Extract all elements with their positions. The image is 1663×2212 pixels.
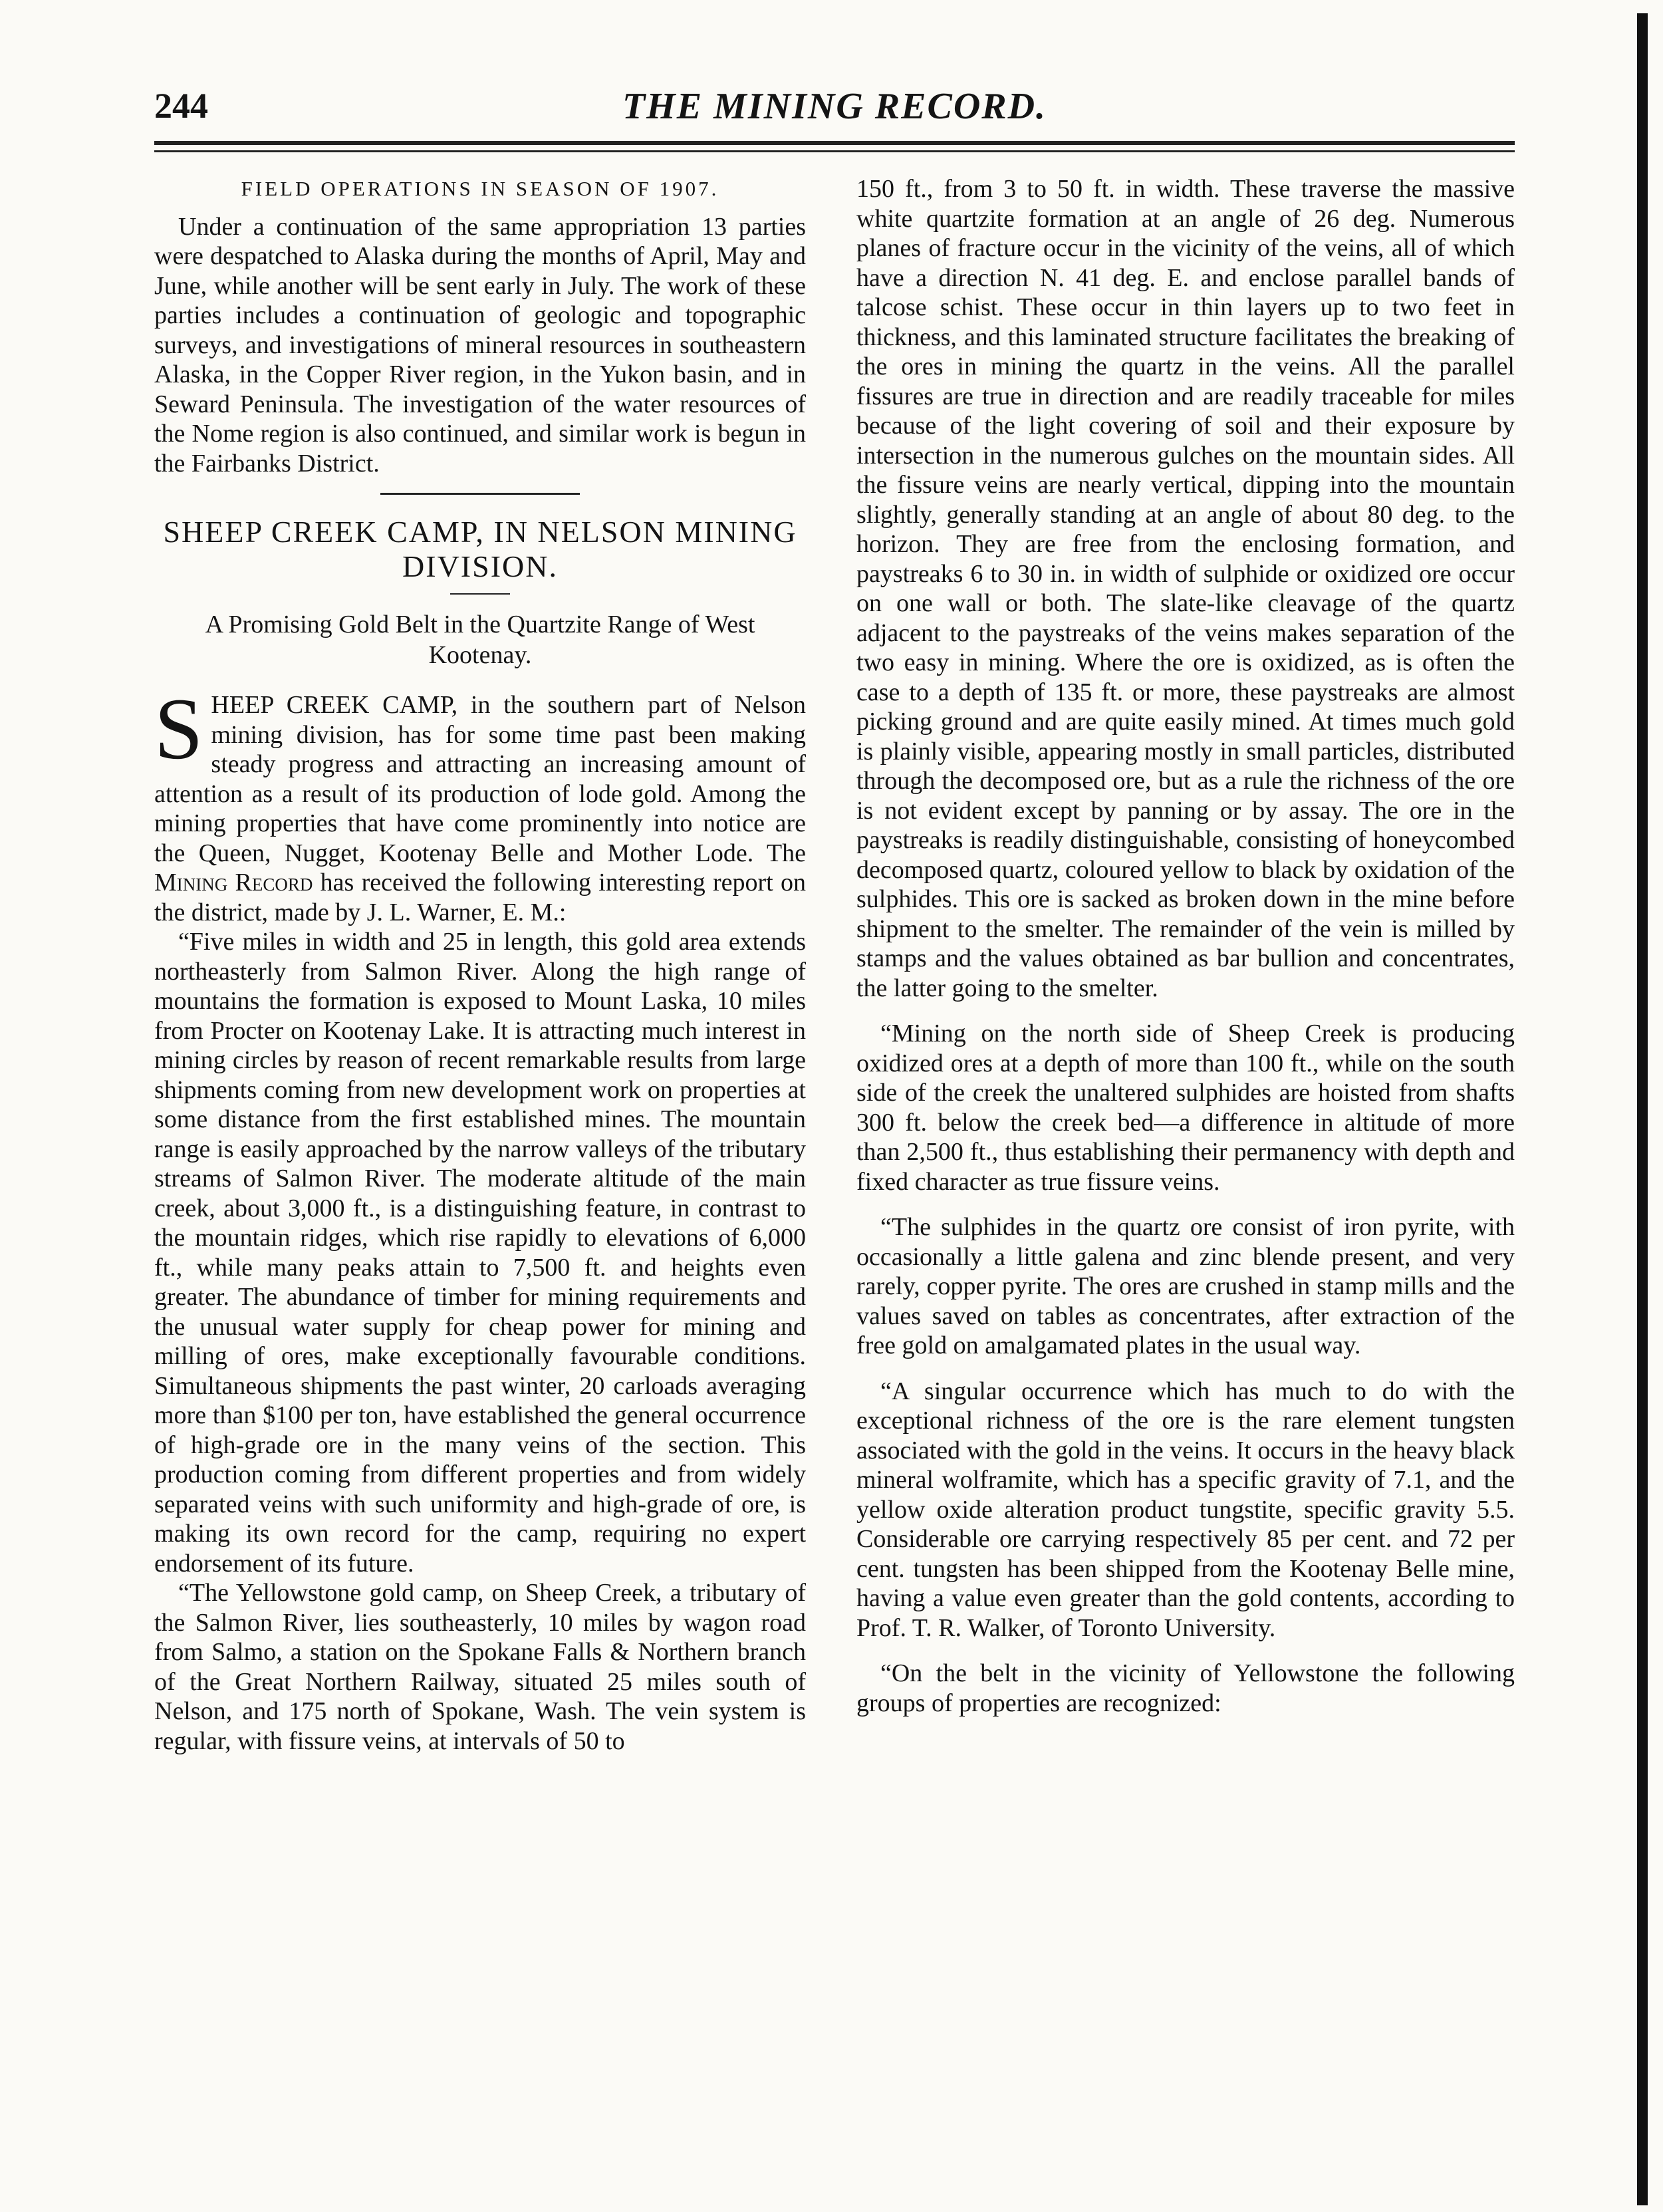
paragraph-five-miles: “Five miles in width and 25 in length, this gold area extends northeasterly from Salmon River. Along the high range of mountains the formation is exposed to Mount Laska, 10 miles from Procter on Kootenay Lake. It is attracting much interest in mining circles by reason of recent remarkable results from large shipments coming from new development work on properties at some distance from the first established mines. The mountain range is easily approached by the narrow valleys of the tributary streams of Salmon River. The moderate altitude of the main creek, about 3,000 ft., is a distinguishing feature, in contrast to the mountain ridges, which rise rapidly to elevations of 6,000 ft., while many peaks attain to 7,500 ft. and heights even greater. The abundance of timber for mining requirements and the unusual water supply for cheap power for mining and milling of ores, make exceptionally favourable conditions. Simultaneous shipments the past winter, 20 carloads averaging more than $100 per ton, have established the general occurrence of high-grade ore in the many veins of the section. This production coming from different properties and from widely separated veins with such uniformity and high-grade of ore, is making its own record for the camp, requiring no expert endorsement of its future. [154, 928, 806, 1578]
field-operations-paragraph: Under a continuation of the same appropriation 13 parties were despatched to Alaska during the months of April, May and June, while another will be sent early in July. The work of these parties includes a continuation of geologic and topographic surveys, and investigations of mineral resources in southeastern Alaska, in the Copper River region, in the Yukon basin, and in Seward Peninsula. The investigation of the water resources of the Nome region is also continued, and similar work is begun in the Fairbanks District. [154, 212, 806, 478]
journal-title: THE MINING RECORD. [622, 86, 1047, 127]
article-title: SHEEP CREEK CAMP, IN NELSON MINING DIVISION. [163, 515, 797, 583]
paragraph-continuation: 150 ft., from 3 to 50 ft. in width. These traverse the massive white quartzite formation at an angle of 26 deg. Numerous planes of fracture occur in the vicinity of the veins, all of which have a direction N. 41 deg. E. and enclose parallel bands of talcose schist. These occur in thin layers up to two feet in thickness, and this laminated structure facilitates the breaking of the ores in mining the quartz in the veins. All the parallel fissures are true in direction and are readily traceable for miles because of the light covering of soil and their exposure by intersection in the numerous gulches on the mountain sides. All the fissure veins are nearly vertical, dipping into the mountain slightly, generally standing at an angle of about 80 deg. to the horizon. They are free from the enclosing formation, and paystreaks 6 to 30 in. in width of sulphide or oxidized ore occur on one wall or both. The slate-like cleavage of the quartz adjacent to the paystreaks of the veins makes separation of the two easy in mining. Where the ore is oxidized, as is often the case to a depth of 135 ft. or more, these paystreaks are almost picking ground and are quite easily mined. At times much gold is plainly visible, appearing mostly in small particles, distributed through the decomposed ore, but as a rule the richness of the ore is not evident except by panning or by assay. The ore in the paystreaks is readily distinguishable, consisting of honeycombed decomposed quartz, coloured yellow to black by oxidation of the sulphides. This ore is sacked as broken down in the mine before shipment to the smelter. The remainder of the vein is milled by stamps and the values obtained as bar bullion and concentrates, the latter going to the smelter. [856, 175, 1515, 1002]
intro-text-b: has received the following interesting report on the district, made by J. L. Warner, E. M.: [154, 869, 806, 926]
section-divider [380, 493, 580, 495]
left-column [154, 174, 806, 1756]
paragraph-singular: “A singular occurrence which has much to do with the exceptional richness of the ore is the rare element tungsten associated with the gold in the veins. It occurs in the heavy black mineral wolframite, which has a specific gravity of 7.1, and the yellow oxide alteration product tungstite, specific gravity 5.5. Considerable ore carrying respectively 85 per cent. and 72 per cent. tungsten has been shipped from the Kootenay Belle mine, having a value even greater than the gold contents, according to Prof. T. R. Walker, of Toronto University. [856, 1377, 1515, 1642]
page-header [154, 85, 1515, 138]
intro-text-a: in the southern part of Nelson mining division, has for some time past been making steady progress and attracting an increasing amount of attention as a result of its production of lode gold. Among the mining properties that have come prominently into notice are the Queen, Nugget, Kootenay Belle and Mother Lode. The [154, 691, 806, 867]
header-rule-thin [154, 150, 1515, 152]
title-divider [450, 593, 510, 595]
drop-cap: S [154, 680, 203, 777]
intro-paragraph [154, 680, 806, 927]
scan-edge-bar [1637, 13, 1648, 2205]
paragraph-yellowstone: “The Yellowstone gold camp, on Sheep Creek, a tributary of the Salmon River, lies southeasterly, 10 miles by wagon road from Salmo, a station on the Spokane Falls & Northern branch of the Great Northern Railway, situated 25 miles south of Nelson, and 175 north of Spokane, Wash. The vein system is regular, with fissure veins, at intervals of 50 to [154, 1579, 806, 1755]
intro-record-name: Mining Record [154, 869, 313, 897]
field-operations-heading: FIELD OPERATIONS IN SEASON OF 1907. [241, 177, 719, 200]
paragraph-sulphides: “The sulphides in the quartz ore consist of iron pyrite, with occasionally a little galena and zinc blende present, and very rarely, copper pyrite. The ores are crushed in stamp mills and the values saved on tables as concentrates, after extraction of the free gold on amalgamated plates in the usual way. [856, 1213, 1515, 1359]
paragraph-belt: “On the belt in the vicinity of Yellowstone the following groups of properties are recognized: [856, 1659, 1515, 1717]
page-number: 244 [154, 86, 208, 126]
intro-caps: HEEP CREEK CAMP, [211, 691, 458, 719]
right-column [856, 174, 1515, 1718]
header-rule-thick [154, 141, 1515, 145]
paragraph-mining: “Mining on the north side of Sheep Creek is producing oxidized ores at a depth of more than 100 ft., while on the south side of the creek the unaltered sulphides are hoisted from shafts 300 ft. below the creek bed—a difference in altitude of more than 2,500 ft., thus establishing their permanency with depth and fixed character as true fissure veins. [856, 1020, 1515, 1196]
article-subtitle: A Promising Gold Belt in the Quartzite Range of West Kootenay. [205, 611, 755, 669]
